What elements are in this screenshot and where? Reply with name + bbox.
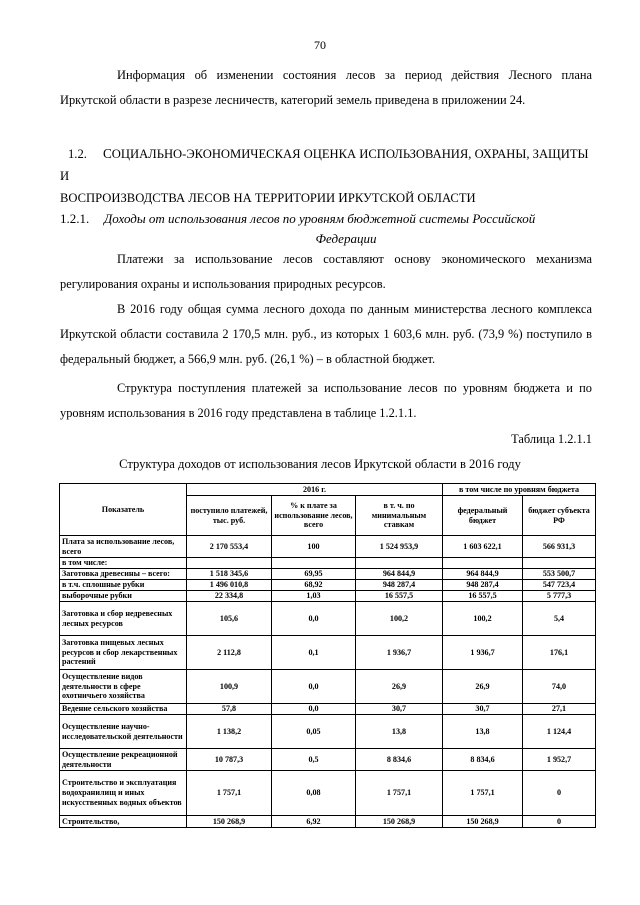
row-value-c3: 16 557,5 (356, 591, 443, 602)
row-value-c3: 1 524 953,9 (356, 536, 443, 558)
row-value-c5: 5 777,3 (523, 591, 596, 602)
row-value-c4: 30,7 (443, 704, 523, 715)
row-value-c1: 1 138,2 (187, 715, 272, 749)
header-federal: федеральный бюджет (443, 496, 523, 536)
row-label: в т.ч. сплошные рубки (60, 580, 187, 591)
row-value-c5: 1 952,7 (523, 749, 596, 771)
row-value-c5: 176,1 (523, 636, 596, 670)
header-subject: бюджет субъекта РФ (523, 496, 596, 536)
row-value-c5: 1 124,4 (523, 715, 596, 749)
row-value-c3: 13,8 (356, 715, 443, 749)
header-indicator: Показатель (60, 484, 187, 536)
row-label: в том числе: (60, 558, 187, 569)
table-row (60, 636, 596, 670)
section-heading (60, 143, 600, 209)
row-value-c1 (187, 558, 272, 569)
row-label: Строительство и эксплуатация водохранилищ и иных искусственных водных объектов (60, 771, 187, 816)
row-value-c3: 948 287,4 (356, 580, 443, 591)
row-value-c3: 1 757,1 (356, 771, 443, 816)
row-value-c4: 150 268,9 (443, 816, 523, 828)
intro-paragraph: Информация об изменении состояния лесов за период действия Лесного плана Иркутской области в разрезе лесничеств, категорий земель приведена в приложении 24. (60, 68, 592, 107)
section-number: 1.2. (68, 147, 87, 161)
row-value-c4: 8 834,6 (443, 749, 523, 771)
table-row (60, 536, 596, 558)
row-value-c3: 964 844,9 (356, 569, 443, 580)
table-row (60, 591, 596, 602)
table-row (60, 715, 596, 749)
row-value-c4: 1 936,7 (443, 636, 523, 670)
row-label: Ведение сельского хозяйства (60, 704, 187, 715)
row-label: Осуществление научно-исследовательской деятельности (60, 715, 187, 749)
row-label: Заготовка пищевых лесных ресурсов и сбор лекарственных растений (60, 636, 187, 670)
row-value-c5: 547 723,4 (523, 580, 596, 591)
row-value-c2: 0,05 (272, 715, 356, 749)
header-received: поступило платежей, тыс. руб. (187, 496, 272, 536)
table-row (60, 580, 596, 591)
row-value-c4: 100,2 (443, 602, 523, 636)
row-value-c2: 100 (272, 536, 356, 558)
row-value-c1: 57,8 (187, 704, 272, 715)
row-value-c2: 0,1 (272, 636, 356, 670)
row-label: Плата за использование лесов, всего (60, 536, 187, 558)
subsection-heading (60, 209, 592, 249)
row-value-c4: 26,9 (443, 670, 523, 704)
row-value-c5: 74,0 (523, 670, 596, 704)
row-value-c1: 22 334,8 (187, 591, 272, 602)
row-value-c3 (356, 558, 443, 569)
table-row (60, 704, 596, 715)
row-value-c5: 553 500,7 (523, 569, 596, 580)
page-number: 70 (314, 38, 326, 52)
subsection-title-line-1: Доходы от использования лесов по уровням бюджетной системы Российской (104, 211, 536, 226)
row-value-c2: 0,0 (272, 670, 356, 704)
row-value-c2 (272, 558, 356, 569)
row-value-c4: 13,8 (443, 715, 523, 749)
row-value-c5: 0 (523, 771, 596, 816)
row-value-c1: 1 518 345,6 (187, 569, 272, 580)
row-value-c4: 1 757,1 (443, 771, 523, 816)
row-value-c5: 27,1 (523, 704, 596, 715)
row-value-c1: 10 787,3 (187, 749, 272, 771)
row-value-c4: 948 287,4 (443, 580, 523, 591)
row-value-c5 (523, 558, 596, 569)
row-value-c5: 5,4 (523, 602, 596, 636)
paragraph-income-2016: В 2016 году общая сумма лесного дохода по данным министерства лесного комплекса Иркутской области составила 2 170,5 млн. руб., из которых 1 603,6 млн. руб. (73,9 %) поступило в федеральный бюджет, а 566,9 млн. руб. (26,1 %) – в областной бюджет. (60, 302, 592, 366)
row-value-c5: 0 (523, 816, 596, 828)
row-value-c1: 1 757,1 (187, 771, 272, 816)
table-row (60, 602, 596, 636)
row-value-c2: 68,92 (272, 580, 356, 591)
row-label: Осуществление видов деятельности в сфере охотничьего хозяйства (60, 670, 187, 704)
table-row (60, 558, 596, 569)
row-value-c2: 0,0 (272, 704, 356, 715)
subsection-title-line-2: Федерации (315, 231, 377, 246)
row-value-c2: 6,92 (272, 816, 356, 828)
row-value-c3: 30,7 (356, 704, 443, 715)
row-label: Строительство, (60, 816, 187, 828)
subsection-number: 1.2.1. (60, 211, 90, 226)
table-number: Таблица 1.2.1.1 (511, 432, 592, 446)
section-heading-line-1: 1.2. СОЦИАЛЬНО-ЭКОНОМИЧЕСКАЯ ОЦЕНКА ИСПОЛЬЗОВАНИЯ, ОХРАНЫ, ЗАЩИТЫ И (60, 143, 600, 187)
row-value-c3: 150 268,9 (356, 816, 443, 828)
row-value-c4: 16 557,5 (443, 591, 523, 602)
row-value-c2: 0,5 (272, 749, 356, 771)
row-label: Заготовка древесины – всего: (60, 569, 187, 580)
row-value-c3: 8 834,6 (356, 749, 443, 771)
table-row (60, 816, 596, 828)
row-value-c5: 566 931,3 (523, 536, 596, 558)
row-value-c2: 69,95 (272, 569, 356, 580)
header-by-budget: в том числе по уровням бюджета (443, 484, 596, 496)
row-value-c1: 1 496 010,8 (187, 580, 272, 591)
header-min-rates: в т. ч. по минимальным ставкам (356, 496, 443, 536)
row-value-c3: 1 936,7 (356, 636, 443, 670)
row-value-c3: 26,9 (356, 670, 443, 704)
paragraph-payments: Платежи за использование лесов составляют основу экономического механизма регулирования охраны и использования природных ресурсов. (60, 252, 592, 291)
header-share: % к плате за использование лесов, всего (272, 496, 356, 536)
table-row (60, 670, 596, 704)
income-table (59, 483, 596, 828)
table-title: Структура доходов от использования лесов Иркутской области в 2016 году (119, 457, 521, 471)
row-value-c1: 105,6 (187, 602, 272, 636)
row-value-c4: 1 603 622,1 (443, 536, 523, 558)
row-value-c2: 0,0 (272, 602, 356, 636)
row-value-c1: 2 170 553,4 (187, 536, 272, 558)
row-value-c4: 964 844,9 (443, 569, 523, 580)
row-value-c1: 150 268,9 (187, 816, 272, 828)
row-value-c3: 100,2 (356, 602, 443, 636)
row-value-c4 (443, 558, 523, 569)
row-value-c1: 2 112,8 (187, 636, 272, 670)
row-label: Заготовка и сбор недревесных лесных ресурсов (60, 602, 187, 636)
row-value-c1: 100,9 (187, 670, 272, 704)
row-value-c2: 0,08 (272, 771, 356, 816)
paragraph-structure: Структура поступления платежей за использование лесов по уровням бюджета и по уровням использования в 2016 году представлена в таблице 1.2.1.1. (60, 381, 592, 420)
table-row (60, 771, 596, 816)
row-label: выборочные рубки (60, 591, 187, 602)
row-label: Осуществление рекреационной деятельности (60, 749, 187, 771)
section-heading-line-2: ВОСПРОИЗВОДСТВА ЛЕСОВ НА ТЕРРИТОРИИ ИРКУТСКОЙ ОБЛАСТИ (60, 190, 476, 205)
table-row (60, 749, 596, 771)
header-year: 2016 г. (187, 484, 443, 496)
table-row (60, 569, 596, 580)
row-value-c2: 1,03 (272, 591, 356, 602)
